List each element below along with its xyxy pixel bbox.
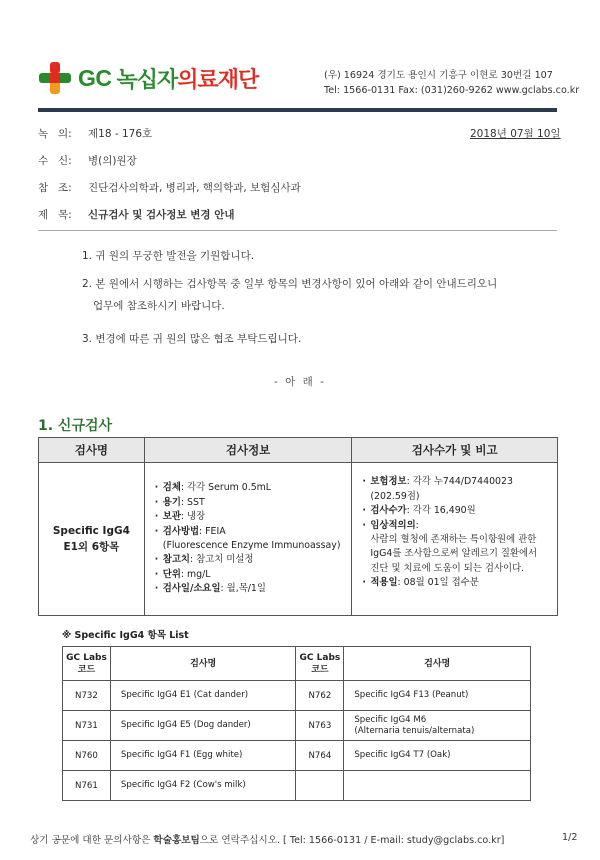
recipient-row (38, 153, 137, 168)
table-row (63, 681, 531, 711)
test-name-line1: Specific IgG4 (52, 525, 130, 537)
doc-number: 제18 - 176호 (88, 128, 153, 140)
recipient: 병(의)원장 (88, 155, 137, 167)
table-row (63, 741, 531, 771)
item-name: Specific IgG4 E1 (Cat dander) (110, 681, 296, 711)
item-code: N764 (296, 741, 344, 771)
item-code: N761 (63, 771, 111, 801)
item-code: N732 (63, 681, 111, 711)
remark-item: 사람의 혈청에 존재하는 특이항원에 관한 (370, 534, 537, 545)
item-code: N731 (63, 711, 111, 741)
header-test-info: 검사정보 (144, 438, 352, 463)
reference-row (38, 180, 301, 195)
doc-no-key: 녹 (38, 128, 49, 140)
igg4-item-table (62, 646, 531, 801)
info-item: · 단위: mg/L (157, 568, 346, 582)
remarks-list (352, 475, 557, 590)
footer-team: 학술홍보팀 (153, 835, 200, 846)
doc-date: 2018년 07월 10일 (470, 128, 561, 140)
below-marker: - 아 래 - (274, 376, 326, 388)
doc-number-row (38, 126, 152, 141)
info-item: · 검사일/소요일: 월,목/1일 (157, 582, 346, 596)
test-info-list (145, 481, 352, 596)
ref-key2: 조: (58, 182, 72, 194)
item-name: Specific IgG4 F13 (Peanut) (344, 681, 531, 711)
remark-item: IgG4를 조사함으로써 알레르기 질환에서 (370, 548, 538, 560)
table-row (63, 711, 531, 741)
info-item: · 검사방법: FEIA (157, 525, 346, 539)
header-rule (38, 108, 557, 112)
page-number: 1/2 (562, 832, 578, 843)
test-info-cell (144, 463, 352, 616)
paragraph-1: 1. 귀 원의 무궁한 발전을 기원합니다. (82, 250, 255, 262)
subject: 신규검사 및 검사정보 변경 안내 (88, 209, 235, 221)
logo-korean-text (117, 63, 259, 94)
paragraph-2b: 업무에 참조하시기 바랍니다. (93, 300, 225, 312)
ref-key: 참 (38, 182, 49, 194)
table-row (39, 463, 558, 616)
gc-labs-logo (38, 60, 258, 96)
remark-item: · 검사수가: 각각 16,490원 (364, 504, 551, 518)
table-row (63, 771, 531, 801)
subject-divider (38, 230, 557, 231)
test-name-line2: E1외 6항목 (63, 541, 120, 553)
item-name: Specific IgG4 M6 (Alternaria tenuis/alternata) (344, 711, 531, 741)
test-name-cell (39, 463, 145, 616)
footer-text-a: 상기 공문에 대한 문의사항은 (30, 835, 154, 846)
sub-header-code: GC Labs 코드 (63, 647, 111, 681)
remarks-cell (352, 463, 558, 616)
info-item: · 용기: SST (157, 496, 346, 510)
subject-key2: 목: (58, 209, 72, 221)
to-key: 수 (38, 155, 49, 167)
item-name: Specific IgG4 F1 (Egg white) (110, 741, 296, 771)
sublist-title: ※ Specific IgG4 항목 List (62, 630, 189, 641)
sub-header-name: 검사명 (110, 647, 296, 681)
doc-no-key2: 의: (58, 128, 72, 140)
info-item: · 참고치: 참고치 미설정 (157, 553, 346, 567)
info-item: · 보관: 냉장 (157, 510, 346, 524)
item-name: Specific IgG4 F2 (Cow's milk) (110, 771, 296, 801)
sub-header-code: GC Labs 코드 (296, 647, 344, 681)
remark-item: · 적용일: 08월 01일 접수분 (364, 576, 551, 590)
logo-korean-part-a: 녹십자 (116, 67, 178, 93)
logo-korean-part-b: 의료재단 (177, 67, 259, 93)
to-key2: 신: (58, 155, 72, 167)
item-name: Specific IgG4 E5 (Dog dander) (110, 711, 296, 741)
item-name: Specific IgG4 T7 (Oak) (344, 741, 531, 771)
contact-line: Tel: 1566-0131 Fax: (031)260-9262 www.gclabs.co.kr (324, 85, 580, 96)
header-test-name: 검사명 (39, 438, 145, 463)
logo-gc-text: GC (78, 64, 112, 91)
item-code: N762 (296, 681, 344, 711)
header-fee-remarks: 검사수가 및 비고 (352, 438, 558, 463)
cross-logo-icon (38, 61, 72, 95)
reference: 진단검사의학과, 병리과, 핵의학과, 보험심사과 (88, 182, 301, 194)
subject-row (38, 207, 234, 222)
item-code: N763 (296, 711, 344, 741)
paragraph-2a: 2. 본 원에서 시행하는 검사항목 중 일부 항목의 변경사항이 있어 아래와 같이 안내드리오니 (82, 278, 498, 290)
section-title: 1. 신규검사 (38, 418, 113, 434)
item-code: N760 (63, 741, 111, 771)
footer-contact (30, 832, 504, 846)
remark-item: · 보험정보: 각각 누744/D7440023 (202.59점) (364, 475, 551, 504)
item-name (344, 771, 531, 801)
remark-item: 진단 및 치료에 도움이 되는 검사이다. (370, 562, 525, 574)
company-address (324, 68, 579, 98)
info-item: (Fluorescence Enzyme Immunoassay) (162, 540, 341, 551)
footer-text-c: 으로 연락주십시오. [ Tel: 1566-0131 / E-mail: study@gclabs.co.kr] (199, 835, 505, 846)
table-header-row (39, 438, 558, 463)
sub-header-name: 검사명 (344, 647, 531, 681)
sub-header-row (63, 647, 531, 681)
paragraph-3: 3. 변경에 따른 귀 원의 많은 협조 부탁드립니다. (82, 333, 302, 345)
subject-key: 제 (38, 209, 49, 221)
address-line: (우) 16924 경기도 용인시 기흥구 이현로 30번길 107 (324, 70, 553, 81)
info-item: · 검체: 각각 Serum 0.5mL (157, 481, 346, 495)
remark-item: · 임상적의의: (364, 519, 551, 533)
item-code (296, 771, 344, 801)
new-test-table (38, 437, 558, 616)
